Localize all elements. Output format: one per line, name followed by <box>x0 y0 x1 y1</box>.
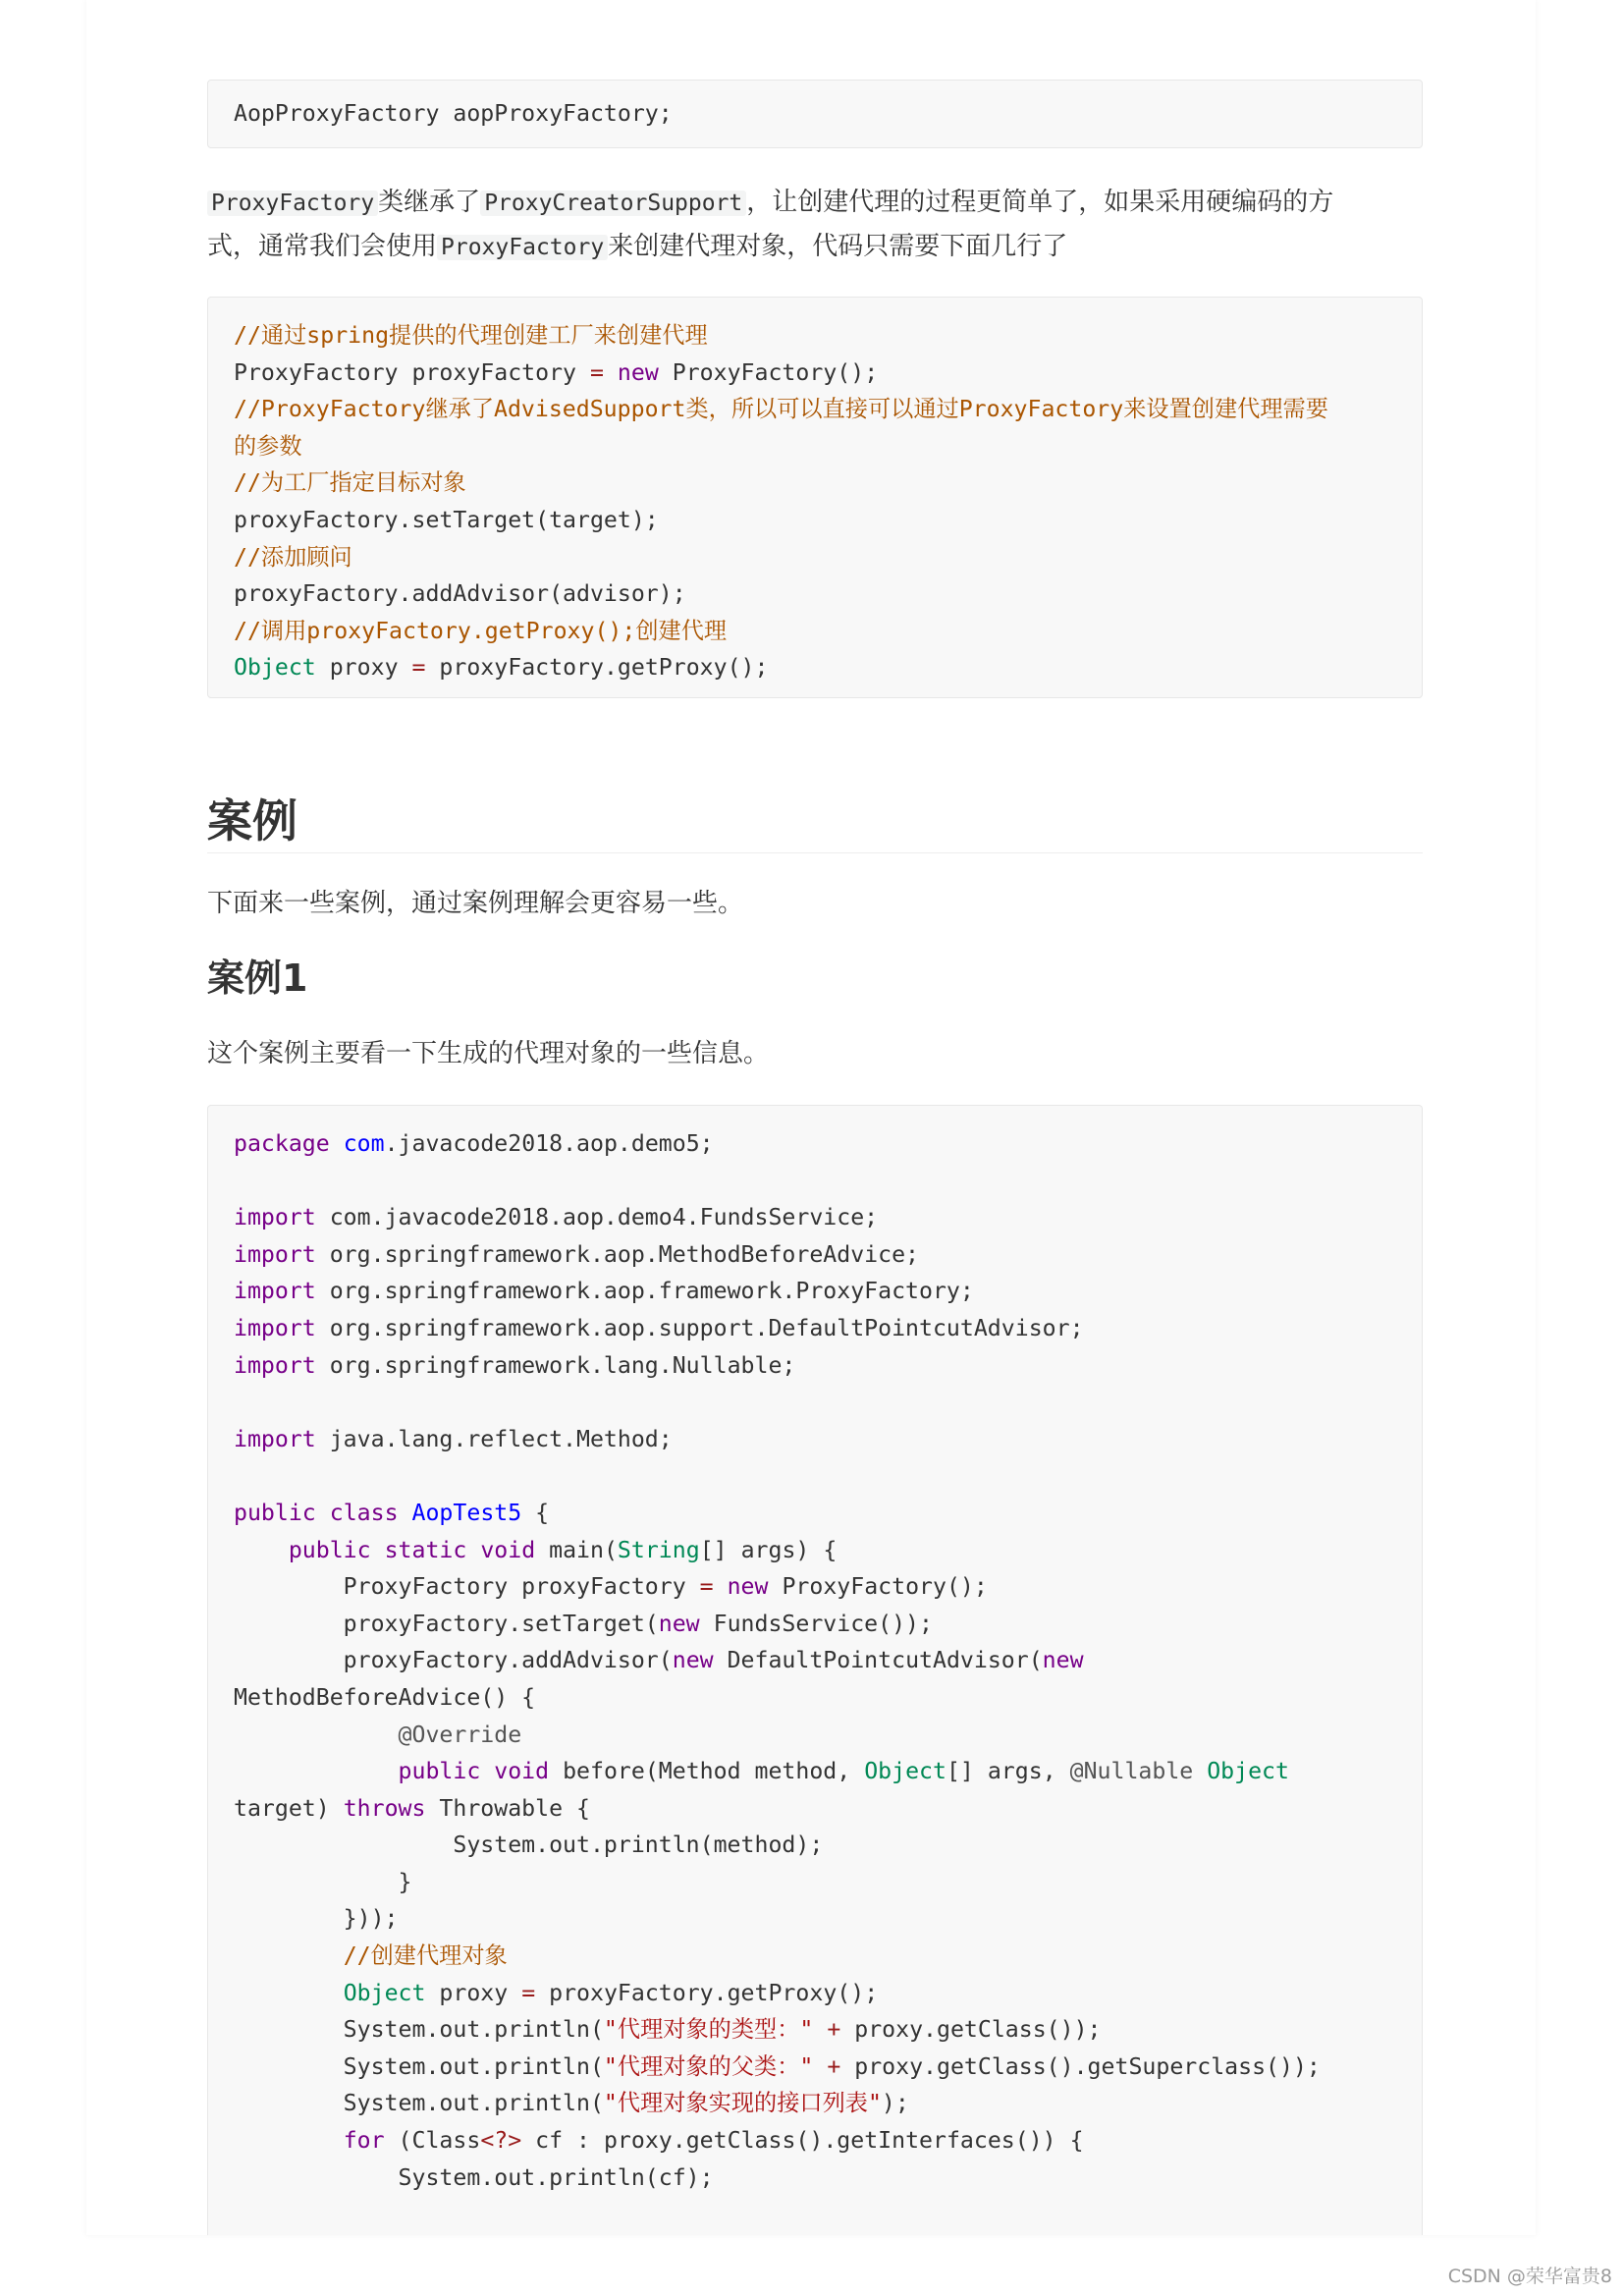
code-token: //通过spring提供的代理创建工厂来创建代理 <box>234 322 708 349</box>
code-block-example-1 <box>207 1105 1423 2235</box>
code-line <box>234 1717 1402 1754</box>
code-token: proxyFactory.setTarget(target); <box>234 506 659 533</box>
code-line <box>234 1532 1402 1569</box>
code-token: //创建代理对象 <box>343 1942 508 1970</box>
paragraph-text: 式，通常我们会使用 <box>207 232 438 261</box>
code-line <box>234 1568 1402 1606</box>
intro-line-2 <box>207 225 1425 269</box>
code-token: Throwable { <box>425 1794 590 1822</box>
code-token <box>234 2127 344 2154</box>
code-token: = <box>589 358 604 386</box>
code-line <box>234 502 1402 539</box>
code-token: //为工厂指定目标对象 <box>234 469 466 497</box>
code-line <box>234 95 1402 133</box>
code-line <box>234 1163 1402 1200</box>
code-token: @Nullable <box>1069 1758 1194 1785</box>
code-line <box>234 1975 1402 2012</box>
code-line <box>234 1790 1402 1828</box>
code-token: Object <box>234 654 316 682</box>
code-line <box>234 1827 1402 1864</box>
code-token <box>234 1722 399 1748</box>
code-token: org.springframework.aop.framework.ProxyFactory; <box>315 1278 974 1305</box>
code-line <box>234 1900 1402 1938</box>
code-token: com.javacode2018.aop.demo4.FundsService; <box>315 1204 879 1231</box>
code-token: })); <box>234 1905 399 1933</box>
code-token: new <box>727 1573 769 1601</box>
code-line <box>234 2122 1402 2159</box>
code-token: 的参数 <box>234 432 302 460</box>
code-token: import <box>234 1425 316 1452</box>
intro-paragraph <box>207 181 1425 269</box>
code-line <box>234 1864 1402 1901</box>
code-token <box>234 1980 344 2006</box>
code-token <box>1193 1758 1207 1784</box>
code-token: org.springframework.aop.MethodBeforeAdvice; <box>315 1240 920 1268</box>
code-token <box>316 1500 330 1526</box>
code-token: } <box>234 1868 412 1895</box>
code-token: + <box>827 2052 841 2080</box>
code-line <box>234 613 1402 650</box>
paragraph-text: 类继承了 <box>378 188 481 217</box>
code-line <box>234 1273 1402 1310</box>
code-line <box>234 1236 1402 1274</box>
code-token: void <box>494 1758 550 1785</box>
code-token: import <box>234 1278 316 1305</box>
code-token <box>330 1130 344 1157</box>
code-line <box>234 575 1402 613</box>
paragraph-text: 来创建代理对象，代码只需要下面几行了 <box>608 232 1068 261</box>
code-token: proxy.getClass()); <box>840 2016 1102 2044</box>
code-token: System.out.println(cf); <box>234 2163 714 2191</box>
code-token: void <box>480 1536 536 1563</box>
code-token: proxy <box>315 654 412 682</box>
code-token: new <box>617 358 659 386</box>
code-token <box>466 1537 480 1563</box>
intro-line-1 <box>207 181 1425 225</box>
code-token <box>399 1500 412 1526</box>
code-token: package <box>234 1130 330 1157</box>
code-token: com <box>343 1130 385 1157</box>
code-token: <?> <box>480 2127 522 2155</box>
code-line <box>234 1310 1402 1347</box>
code-token: ProxyFactory(); <box>658 358 879 386</box>
code-line <box>234 428 1402 465</box>
code-token: System.out.println(method); <box>234 1831 824 1859</box>
subsection-intro: 这个案例主要看一下生成的代理对象的一些信息。 <box>207 1039 770 1068</box>
code-token: proxyFactory.addAdvisor(advisor); <box>234 580 686 608</box>
code-block-proxy-factory-usage <box>207 297 1423 698</box>
code-token: proxyFactory.addAdvisor( <box>234 1647 673 1674</box>
code-token <box>371 1537 385 1563</box>
code-lines <box>234 1125 1402 2196</box>
code-token: ProxyFactory proxyFactory <box>234 358 590 386</box>
code-token: ProxyFactory proxyFactory <box>234 1573 700 1601</box>
code-token: "代理对象的类型：" <box>603 2016 814 2044</box>
code-token: import <box>234 1314 316 1341</box>
code-token: DefaultPointcutAdvisor( <box>713 1647 1043 1674</box>
code-token: String <box>617 1536 700 1563</box>
code-token: = <box>411 654 426 682</box>
code-token: proxyFactory.getProxy(); <box>425 654 769 682</box>
code-token: org.springframework.lang.Nullable; <box>315 1351 796 1379</box>
code-token: public <box>288 1536 371 1563</box>
code-lines <box>234 317 1402 686</box>
code-line <box>234 2159 1402 2197</box>
code-token: AopTest5 <box>411 1499 522 1526</box>
code-token <box>234 1758 399 1784</box>
inline-code: ProxyFactory <box>207 191 378 216</box>
code-line <box>234 1199 1402 1236</box>
code-line <box>234 1679 1402 1717</box>
code-line <box>234 2049 1402 2086</box>
code-token: [] args) { <box>699 1536 838 1563</box>
code-token: public <box>398 1758 481 1785</box>
code-token: //ProxyFactory继承了AdvisedSupport类，所以可以直接可以通过ProxyFactory来设置创建代理需要 <box>234 396 1328 423</box>
code-token <box>234 1942 344 1969</box>
code-token: static <box>384 1536 467 1563</box>
code-token: ProxyFactory(); <box>768 1573 988 1601</box>
code-line <box>234 2011 1402 2049</box>
code-line <box>234 649 1402 686</box>
code-token: proxy <box>425 1979 522 2006</box>
code-token <box>813 2016 827 2043</box>
code-token: Object <box>343 1979 426 2006</box>
code-token: proxy.getClass().getSuperclass()); <box>840 2052 1321 2080</box>
code-token <box>813 2053 827 2080</box>
code-token: import <box>234 1351 316 1379</box>
code-line <box>234 317 1402 355</box>
code-token: { <box>521 1499 550 1526</box>
code-token: System.out.println( <box>234 2052 604 2080</box>
code-line <box>234 1125 1402 1163</box>
code-token: @Override <box>398 1721 522 1748</box>
code-token: new <box>658 1610 700 1637</box>
code-token: .javacode2018.aop.demo5; <box>384 1130 714 1157</box>
code-token: throws <box>343 1794 426 1822</box>
code-line <box>234 1938 1402 1975</box>
paragraph-text: ，让创建代理的过程更简单了，如果采用硬编码的方 <box>746 188 1334 217</box>
code-token: for <box>343 2127 385 2155</box>
code-token: (Class <box>384 2127 481 2155</box>
code-token <box>604 359 618 386</box>
code-line <box>234 1753 1402 1790</box>
code-line <box>234 1606 1402 1643</box>
code-token: class <box>329 1499 399 1526</box>
code-line <box>234 1495 1402 1532</box>
code-token: = <box>521 1979 536 2006</box>
code-line <box>234 391 1402 428</box>
code-token: "代理对象的父类：" <box>603 2052 814 2080</box>
code-block-declaration <box>207 80 1423 148</box>
code-token: [] args, <box>946 1758 1070 1785</box>
code-token: cf : proxy.getClass().getInterfaces()) { <box>521 2127 1084 2155</box>
subsection-heading: 案例1 <box>207 957 308 1000</box>
code-token: Object <box>1207 1758 1289 1785</box>
code-token: public <box>234 1499 316 1526</box>
code-line <box>234 1384 1402 1421</box>
inline-code: ProxyCreatorSupport <box>480 191 746 216</box>
code-token: target) <box>234 1794 344 1822</box>
code-token: + <box>827 2016 841 2044</box>
code-token: MethodBeforeAdvice() { <box>234 1683 536 1711</box>
code-token: import <box>234 1204 316 1231</box>
code-token: proxyFactory.getProxy(); <box>535 1979 879 2006</box>
code-token: new <box>672 1647 714 1674</box>
code-token: import <box>234 1240 316 1268</box>
code-token: new <box>1042 1647 1084 1674</box>
code-token <box>714 1573 728 1600</box>
code-token: java.lang.reflect.Method; <box>315 1425 673 1452</box>
code-token <box>480 1758 494 1784</box>
code-token: AopProxyFactory aopProxyFactory; <box>234 100 673 127</box>
code-token: ); <box>881 2090 909 2117</box>
code-token: = <box>699 1573 714 1601</box>
code-token: before(Method method, <box>549 1758 865 1785</box>
code-token: System.out.println( <box>234 2090 604 2117</box>
code-token: System.out.println( <box>234 2016 604 2044</box>
code-token: proxyFactory.setTarget( <box>234 1610 659 1637</box>
code-token <box>234 1537 289 1563</box>
code-token: FundsService()); <box>699 1610 933 1637</box>
inline-code: ProxyFactory <box>437 235 608 260</box>
code-token: //调用proxyFactory.getProxy();创建代理 <box>234 617 728 644</box>
section-intro: 下面来一些案例，通过案例理解会更容易一些。 <box>207 889 744 918</box>
code-line <box>234 1421 1402 1458</box>
code-token: //添加顾问 <box>234 543 352 571</box>
section-heading: 案例 <box>207 793 1423 853</box>
code-line <box>234 1642 1402 1679</box>
code-line <box>234 539 1402 576</box>
code-lines <box>234 95 1402 133</box>
code-line <box>234 465 1402 502</box>
csdn-watermark: CSDN @荣华富贵8 <box>1447 2266 1612 2287</box>
code-line <box>234 355 1402 392</box>
code-token: main( <box>535 1536 618 1563</box>
code-token: org.springframework.aop.support.DefaultPointcutAdvisor; <box>315 1314 1084 1341</box>
code-token: "代理对象实现的接口列表" <box>603 2090 882 2117</box>
code-line <box>234 2085 1402 2122</box>
code-line <box>234 1347 1402 1385</box>
code-line <box>234 1457 1402 1495</box>
code-token: Object <box>864 1758 946 1785</box>
